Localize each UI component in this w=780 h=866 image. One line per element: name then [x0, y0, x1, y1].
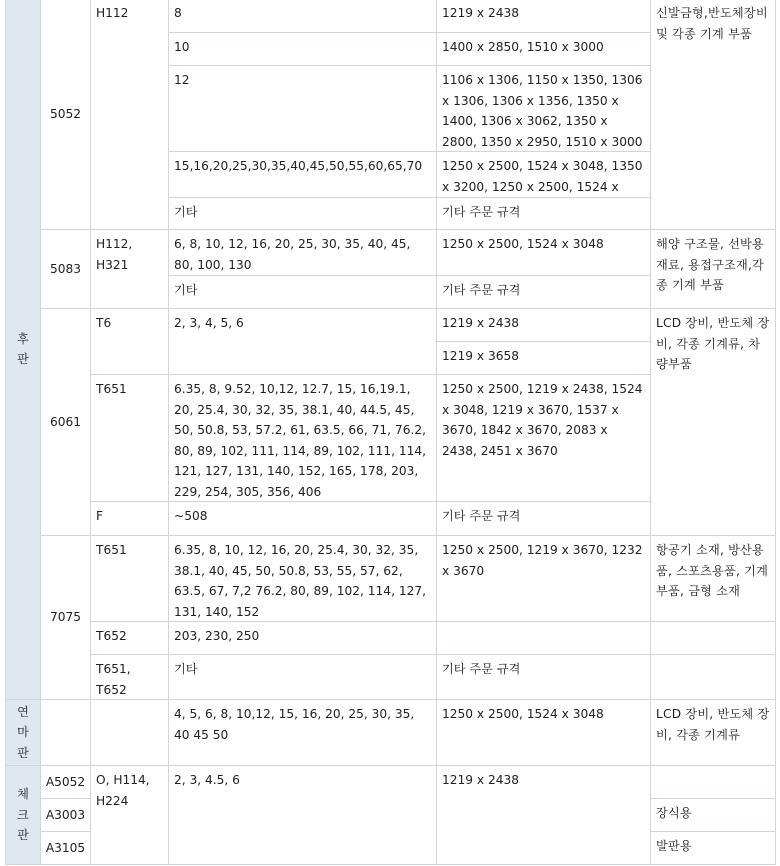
use-6061: LCD 장비, 반도체 장비, 각종 기계류, 차량부품: [650, 308, 776, 536]
size-6061-1: 1219 x 2438: [436, 308, 651, 342]
thickness-5052-5: 기타: [168, 197, 437, 230]
temper-t651-7075: T651: [90, 535, 169, 622]
use-7075: 항공기 소재, 방산용품, 스포츠용품, 기계 부품, 금형 소재: [650, 535, 776, 622]
alloy-polish-empty: [40, 699, 91, 766]
size-7075-t652-empty: [436, 621, 651, 655]
temper-t6: T6: [90, 308, 169, 375]
size-5083-2: 기타 주문 규격: [436, 275, 651, 309]
temper-polish-empty: [90, 699, 169, 766]
category-thick-plate: 후 판: [5, 0, 41, 700]
size-5083-1: 1250 x 2500, 1524 x 3048: [436, 229, 651, 276]
size-5052-3: 1106 x 1306, 1150 x 1350, 1306 x 1306, 1306 x 1356, 1350 x 1400, 1306 x 3062, 1350 x 2800, 1350 x 2950, 1510 x 3000: [436, 65, 651, 152]
size-7075-t651: 1250 x 2500, 1219 x 3670, 1232 x 3670: [436, 535, 651, 622]
alloy-7075: 7075: [40, 535, 91, 700]
use-7075-t652-empty: [650, 621, 776, 655]
temper-t651-t652: T651, T652: [90, 654, 169, 700]
use-7075-other-empty: [650, 654, 776, 700]
alloy-5052: 5052: [40, 0, 91, 230]
size-polish: 1250 x 2500, 1524 x 3048: [436, 699, 651, 766]
use-5083: 해양 구조물, 선박용재료, 용접구조재,각종 기계 부품: [650, 229, 776, 309]
thickness-5083-2: 기타: [168, 275, 437, 309]
thickness-7075-t651: 6.35, 8, 10, 12, 16, 20, 25.4, 30, 32, 35, 38.1, 40, 45, 50, 50.8, 53, 55, 57, 62, 63.5, 67, 7,2 76.2, 80, 89, 102, 114, 127, 131, 140, 152: [168, 535, 437, 622]
alloy-a3105: A3105: [40, 831, 91, 865]
category-polished-plate: 연 마 판: [5, 699, 41, 766]
size-5052-5: 기타 주문 규격: [436, 197, 651, 230]
size-5052-1: 1219 x 2438: [436, 0, 651, 33]
use-a3003: 장식용: [650, 798, 776, 832]
thickness-5052-1: 8: [168, 0, 437, 33]
size-6061-t651: 1250 x 2500, 1219 x 2438, 1524 x 3048, 1219 x 3670, 1537 x 3670, 1842 x 3670, 2083 x 2438, 2451 x 3670: [436, 374, 651, 502]
category-checker-plate: 체 크 판: [5, 765, 41, 865]
thickness-6061-t6: 2, 3, 4, 5, 6: [168, 308, 437, 375]
temper-t652: T652: [90, 621, 169, 655]
alloy-a5052: A5052: [40, 765, 91, 799]
temper-f: F: [90, 501, 169, 536]
temper-h112-h321: H112, H321: [90, 229, 169, 309]
temper-t651-6061: T651: [90, 374, 169, 502]
alloy-6061: 6061: [40, 308, 91, 536]
thickness-5052-3: 12: [168, 65, 437, 152]
thickness-7075-t652: 203, 230, 250: [168, 621, 437, 655]
temper-check: O, H114, H224: [90, 765, 169, 865]
thickness-5083-1: 6, 8, 10, 12, 16, 20, 25, 30, 35, 40, 45, 80, 100, 130: [168, 229, 437, 276]
size-6061-2: 1219 x 3658: [436, 341, 651, 375]
thickness-5052-2: 10: [168, 32, 437, 66]
size-6061-f: 기타 주문 규격: [436, 501, 651, 536]
thickness-check: 2, 3, 4.5, 6: [168, 765, 437, 865]
temper-h112: H112: [90, 0, 169, 230]
size-5052-4: 1250 x 2500, 1524 x 3048, 1350 x 3200, 1250 x 2500, 1524 x: [436, 151, 651, 198]
thickness-6061-f: ~508: [168, 501, 437, 536]
thickness-5052-4: 15,16,20,25,30,35,40,45,50,55,60,65,70: [168, 151, 437, 198]
use-a3105: 발판용: [650, 831, 776, 865]
alloy-5083: 5083: [40, 229, 91, 309]
use-polish: LCD 장비, 반도체 장비, 각종 기계류: [650, 699, 776, 766]
alloy-a3003: A3003: [40, 798, 91, 832]
thickness-7075-other: 기타: [168, 654, 437, 700]
use-5052: 신발금형,반도체장비 및 각종 기계 부품: [650, 0, 776, 230]
thickness-polish: 4, 5, 6, 8, 10,12, 15, 16, 20, 25, 30, 35, 40 45 50: [168, 699, 437, 766]
thickness-6061-t651: 6.35, 8, 9.52, 10,12, 12.7, 15, 16,19.1, 20, 25.4, 30, 32, 35, 38.1, 40, 44.5, 45, 50, 50.8, 53, 57.2, 61, 63.5, 66, 71, 76.2, 80, 89, 102, 111, 114, 89, 102, 111, 114, 121, 127, 131, 140, 152, 165, 178, 203, 229, 254, 305, 356, 406: [168, 374, 437, 502]
use-a5052-empty: [650, 765, 776, 799]
size-check: 1219 x 2438: [436, 765, 651, 865]
size-7075-other: 기타 주문 규격: [436, 654, 651, 700]
size-5052-2: 1400 x 2850, 1510 x 3000: [436, 32, 651, 66]
